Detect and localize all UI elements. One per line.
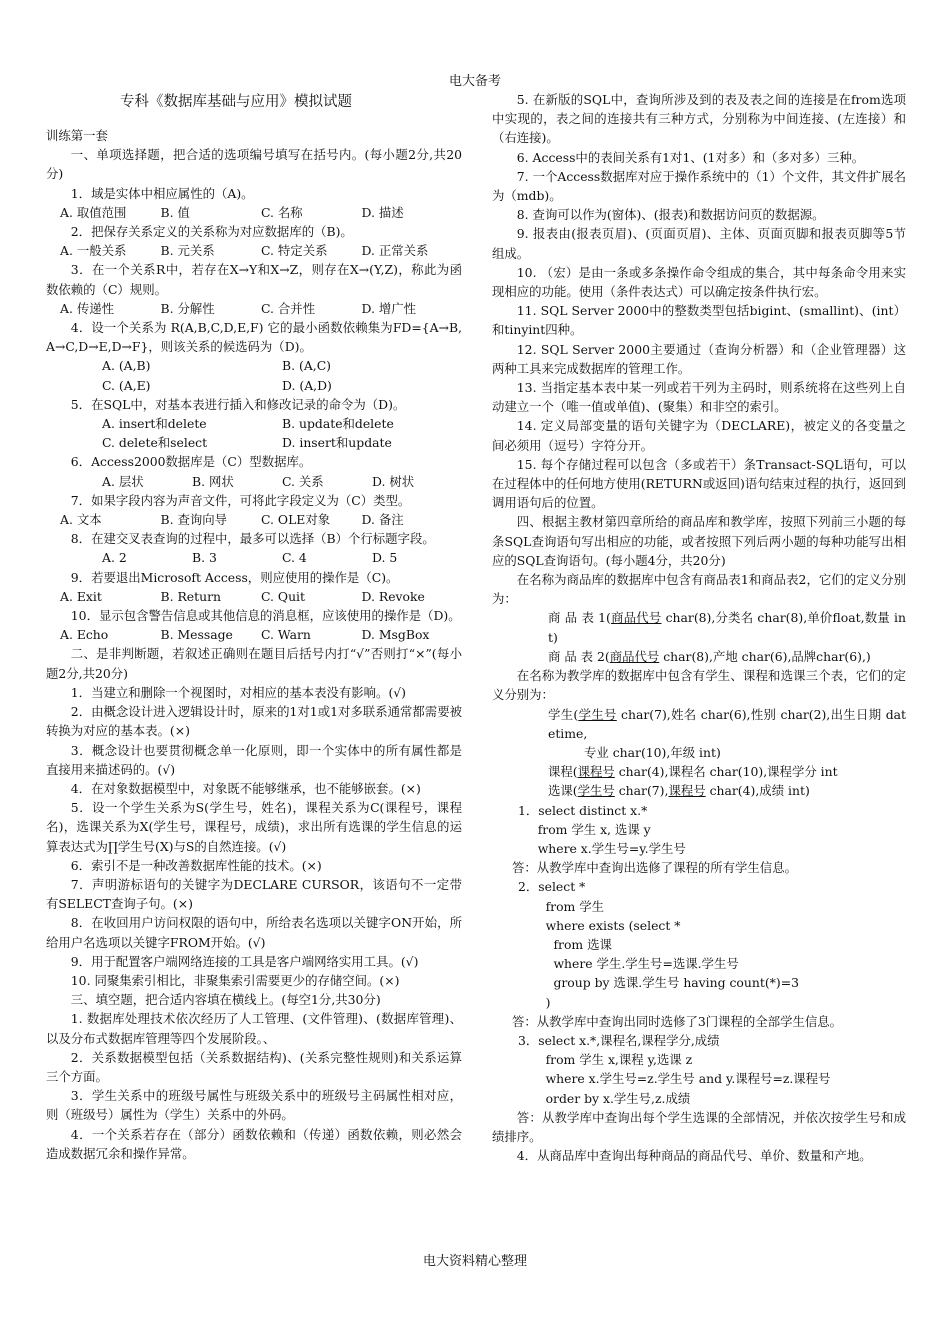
question: 8．在建交叉表查询的过程中，最多可以选择（B）个行标题字段。 [70, 531, 435, 547]
section-heading: 三、填空题，把合适内容填在横线上。(每空1分,共30分) [70, 992, 381, 1008]
table-name: 选课( [548, 783, 578, 799]
options [46, 433, 462, 452]
fill-item: 5. 在新版的SQL中，查询所涉及到的表及表之间的连接是在from选项中实现的，表之间的连接共有三种方式，分别称为中间连接、(左连接）和（右连接)。 [492, 92, 906, 146]
options [46, 414, 462, 433]
option: A. 层状 [102, 473, 144, 489]
option: A. Exit [60, 588, 102, 604]
option: C. 合并性 [261, 300, 316, 316]
option: A. 传递性 [60, 300, 114, 316]
fill-item: 11. SQL Server 2000中的整数类型包括bigint、(smallint)、(int）和tinyint四种。 [492, 303, 906, 338]
sql-line: from 学生 x, 选课 y [518, 821, 651, 837]
option: C. 4 [282, 550, 307, 566]
option: D. 备注 [361, 512, 404, 528]
option: A. 文本 [60, 512, 102, 528]
sql-line: ) [518, 994, 551, 1010]
option: C. 特定关系 [261, 243, 328, 259]
option: A. 2 [102, 550, 127, 566]
option: B. 值 [160, 204, 190, 220]
option: A. insert和delete [102, 416, 207, 432]
sql-line: 2．select * [518, 879, 586, 895]
question: 3．在一个关系R中，若存在X→Y和X→Z，则存在X→(Y,Z)，称此为函数依赖的（C）规则。 [46, 262, 462, 297]
table-definition [492, 705, 906, 743]
table-fields: char(4),课程名 char(10),课程学分 int [614, 764, 838, 780]
answer: 答：从教学库中查询出每个学生选课的全部情况，并依次按学生号和成绩排序。 [492, 1109, 906, 1144]
option: B. (A,C) [282, 358, 332, 374]
sql-line: 3．select x.*,课程名,课程学分,成绩 [518, 1032, 720, 1048]
question: 4．设一个关系为 R(A,B,C,D,E,F) 它的最小函数依赖集为FD={A→B,A→C,D→E,D→F}，则该关系的候选码为（D)。 [46, 320, 462, 355]
table-definition [492, 647, 906, 666]
judgement-item: 7．声明游标语句的关键字为DECLARE CURSOR，该语句不一定带有SELECT查询子句。(×) [46, 876, 462, 912]
option: B. 网状 [192, 473, 234, 489]
option: D. 增广性 [361, 300, 417, 316]
right-column [492, 90, 906, 1165]
table-fields: char(8),产地 char(6),品牌char(6),) [659, 648, 871, 664]
option: A. 一般关系 [60, 243, 127, 259]
option: D. 描述 [361, 204, 404, 220]
set-label: 训练第一套 [46, 128, 108, 143]
option: C. (A,E) [102, 377, 151, 393]
option: B. 元关系 [160, 243, 215, 259]
option: A. Echo [60, 627, 109, 643]
table-fields: char(7), [614, 783, 669, 799]
intro-text: 在名称为教学库的数据库中包含有学生、课程和选课三个表，它们的定义分别为： [492, 668, 906, 703]
sql-block [492, 877, 906, 1011]
sql-line: where 学生.学生号=选课.学生号 [518, 956, 739, 972]
options [46, 587, 462, 606]
options [46, 548, 462, 567]
fill-item: 8. 查询可以作为(窗体)、(报表)和数据访问页的数据源。 [516, 207, 825, 223]
option: B. Return [160, 588, 222, 604]
sql-line: group by 选课.学生号 having count(*)=3 [518, 975, 799, 991]
question: 4．从商品库中查询出每种商品的商品代号、单价、数量和产地。 [516, 1148, 872, 1164]
left-column [46, 126, 462, 1163]
option: B. 3 [192, 550, 217, 566]
option: D. (A,D) [282, 377, 332, 393]
section-heading: 二、是非判断题，若叙述正确则在题目后括号内打“√”否则打“×”(每小题2分,共20分) [46, 646, 462, 681]
options [46, 625, 462, 644]
primary-key: 课程号 [668, 783, 706, 799]
table-name: 课程( [548, 764, 578, 780]
sql-line: where x.学生号=z.学生号 and y.课程号=z.课程号 [518, 1071, 831, 1087]
table-definition [492, 762, 906, 781]
page-header: 电大备考 [448, 74, 501, 89]
judgement-item: 9．用于配置客户端网络连接的工具是客户端网络实用工具。(√) [70, 953, 419, 969]
fill-item: 7. 一个Access数据库对应于操作系统中的（1）个文件，其文件扩展名为（mdb)。 [492, 168, 906, 204]
sql-line: from 学生 x,课程 y,选课 z [518, 1052, 693, 1068]
fill-item: 3．学生关系中的班级号属性与班级关系中的班级号主码属性相对应，则（班级号）属性为（学生）关系中的外码。 [46, 1088, 462, 1123]
question: 10．显示包含警告信息或其他信息的消息框，应该使用的操作是（D)。 [70, 608, 461, 624]
table-fields: char(8),分类名 char(8),单价float,数量 int) [548, 610, 907, 645]
judgement-item: 2．由概念设计进入逻辑设计时，原来的1对1或1对多联系通常都需要被转换为对应的基本表。(×) [46, 704, 462, 739]
fill-item: 12. SQL Server 2000主要通过（查询分析器）和（企业管理器）这两种工具来完成数据库的管理工作。 [492, 341, 906, 376]
table-definition [492, 781, 906, 800]
fill-item: 15. 每个存储过程可以包含（多或若干）条Transact-SQL语句，可以在过程体中的任何地方使用(RETURN或返回)语句结束过程的执行，返回到调用语句后的位置。 [492, 456, 906, 511]
option: B. 查询向导 [160, 512, 228, 528]
table-name: 商 品 表 2( [548, 648, 610, 664]
fill-item: 2．关系数据模型包括（关系数据结构)、(关系完整性规则)和关系运算三个方面。 [46, 1049, 462, 1084]
table-fields: char(4),成绩 int) [705, 783, 810, 799]
option: C. Warn [261, 627, 311, 643]
judgement-item: 4．在对象数据模型中，对象既不能够继承，也不能够嵌套。(×) [70, 780, 421, 796]
options [46, 376, 462, 395]
options [46, 203, 462, 222]
table-fields: 专业 char(10),年级 int) [584, 744, 721, 760]
section-heading: 一、单项选择题，把合适的选项编号填写在括号内。(每小题2分,共20分) [46, 147, 462, 182]
primary-key: 商品代号 [610, 610, 662, 626]
question: 9．若要退出Microsoft Access，则应使用的操作是（C)。 [70, 569, 399, 585]
table-name: 商 品 表 1( [548, 610, 611, 626]
table-fields: char(7),姓名 char(6),性别 char(2),出生日期 datetime, [548, 706, 907, 741]
fill-item: 14. 定义局部变量的语句关键字为（DECLARE)，被定义的各变量之间必须用（逗号）字符分开。 [492, 418, 906, 453]
fill-item: 13. 当指定基本表中某一列或若干列为主码时，则系统将在这些列上自动建立一个（唯一值或单值)、(聚集）和非空的索引。 [492, 380, 906, 415]
option: D. 5 [372, 550, 398, 566]
answer: 答：从教学库中查询出同时选修了3门课程的全部学生信息。 [512, 1013, 843, 1029]
sql-line: 1．select distinct x.* [518, 802, 648, 818]
option: C. delete和select [102, 435, 208, 451]
primary-key: 商品代号 [609, 648, 660, 664]
fill-item: 1. 数据库处理技术依次经历了人工管理、(文件管理)、(数据库管理)、以及分布式数据库管理等四个发展阶段。、 [46, 1011, 462, 1046]
options [46, 510, 462, 529]
fill-item: 9. 报表由(报表页眉)、(页面页眉)、主体、页面页脚和报表页脚等5节组成。 [492, 226, 906, 261]
answer: 答：从教学库中查询出选修了课程的所有学生信息。 [512, 860, 797, 876]
option: D. Revoke [361, 588, 425, 604]
page-footer: 电大资料精心整理 [422, 1254, 527, 1269]
sql-line: where x.学生号=y.学生号 [518, 840, 686, 856]
option: C. OLE对象 [261, 512, 331, 528]
table-definition [492, 608, 906, 646]
judgement-item: 3．概念设计也要贯彻概念单一化原则，即一个实体中的所有属性都是直接用来描述码的。(√) [46, 742, 462, 777]
option: C. 关系 [282, 473, 324, 489]
option: B. Message [160, 627, 233, 643]
sql-line: where exists (select * [518, 917, 681, 933]
primary-key: 课程号 [577, 764, 615, 780]
sql-line: order by x.学生号,z.成绩 [518, 1090, 691, 1106]
option: D. 正常关系 [361, 243, 429, 259]
fill-item: 10. （宏）是由一条或多条操作命令组成的集合，其中每条命令用来实现相应的功能。使用（条件表达式）可以确定按条件执行宏。 [492, 264, 906, 300]
judgement-item: 5．设一个学生关系为S(学生号，姓名)，课程关系为C(课程号，课程名)，选课关系为X(学生号，课程号，成绩)，求出所有选课的学生信息的运算表达式为∏学生号(X)与S的自然连接。(√) [46, 800, 462, 854]
question: 1．域是实体中相应属性的（A)。 [70, 185, 254, 201]
question: 7．如果字段内容为声音文件，可将此字段定义为（C）类型。 [70, 492, 411, 508]
option: D. insert和update [282, 435, 392, 451]
sql-block [492, 801, 906, 859]
option: B. update和delete [282, 416, 394, 432]
judgement-item: 8．在收回用户访问权限的语句中，所给表名选项以关键字ON开始，所给用户名选项以关键字FROM开始。(√) [46, 915, 462, 950]
sql-line: from 选课 [518, 936, 612, 952]
question: 6．Access2000数据库是（C）型数据库。 [70, 454, 312, 470]
question: 2．把保存关系定义的关系称为对应数据库的（B)。 [70, 224, 353, 240]
table-name: 学生( [548, 706, 579, 722]
options [46, 299, 462, 318]
question: 5．在SQL中，对基本表进行插入和修改记录的命令为（D)。 [70, 396, 406, 412]
section-heading: 四、根据主教材第四章所给的商品库和教学库，按照下列前三小题的每条SQL查询语句写出相应的功能，或者按照下列后两小题的每种功能写出相应的SQL查询语句。(每小题4分，共20分) [492, 514, 906, 568]
sql-line: from 学生 [518, 898, 605, 914]
sql-block [492, 1031, 906, 1108]
options [46, 472, 462, 491]
judgement-item: 6．索引不是一种改善数据库性能的技术。(×) [70, 857, 322, 873]
judgement-item: 1．当建立和删除一个视图时，对相应的基本表没有影响。(√) [70, 684, 407, 700]
fill-item: 6. Access中的表间关系有1对1、(1对多）和（多对多）三种。 [516, 149, 865, 165]
option: D. MsgBox [361, 627, 430, 643]
primary-key: 学生号 [577, 783, 615, 799]
intro-text: 在名称为商品库的数据库中包含有商品表1和商品表2，它们的定义分别为： [492, 572, 906, 607]
judgement-item: 10. 同聚集索引相比，非聚集索引需要更少的存储空间。(×) [70, 972, 400, 988]
option: B. 分解性 [160, 300, 215, 316]
primary-key: 学生号 [578, 706, 617, 722]
page-title: 专科《数据库基础与应用》模拟试题 [120, 94, 352, 110]
options [46, 356, 462, 375]
option: A. 取值范围 [60, 204, 127, 220]
option: C. 名称 [261, 204, 303, 220]
fill-item: 4．一个关系若存在（部分）函数依赖和（传递）函数依赖，则必然会造成数据冗余和操作异常。 [46, 1126, 462, 1161]
options [46, 241, 462, 260]
option: C. Quit [261, 588, 305, 604]
option: A. (A,B) [102, 358, 151, 374]
option: D. 树状 [372, 473, 415, 489]
